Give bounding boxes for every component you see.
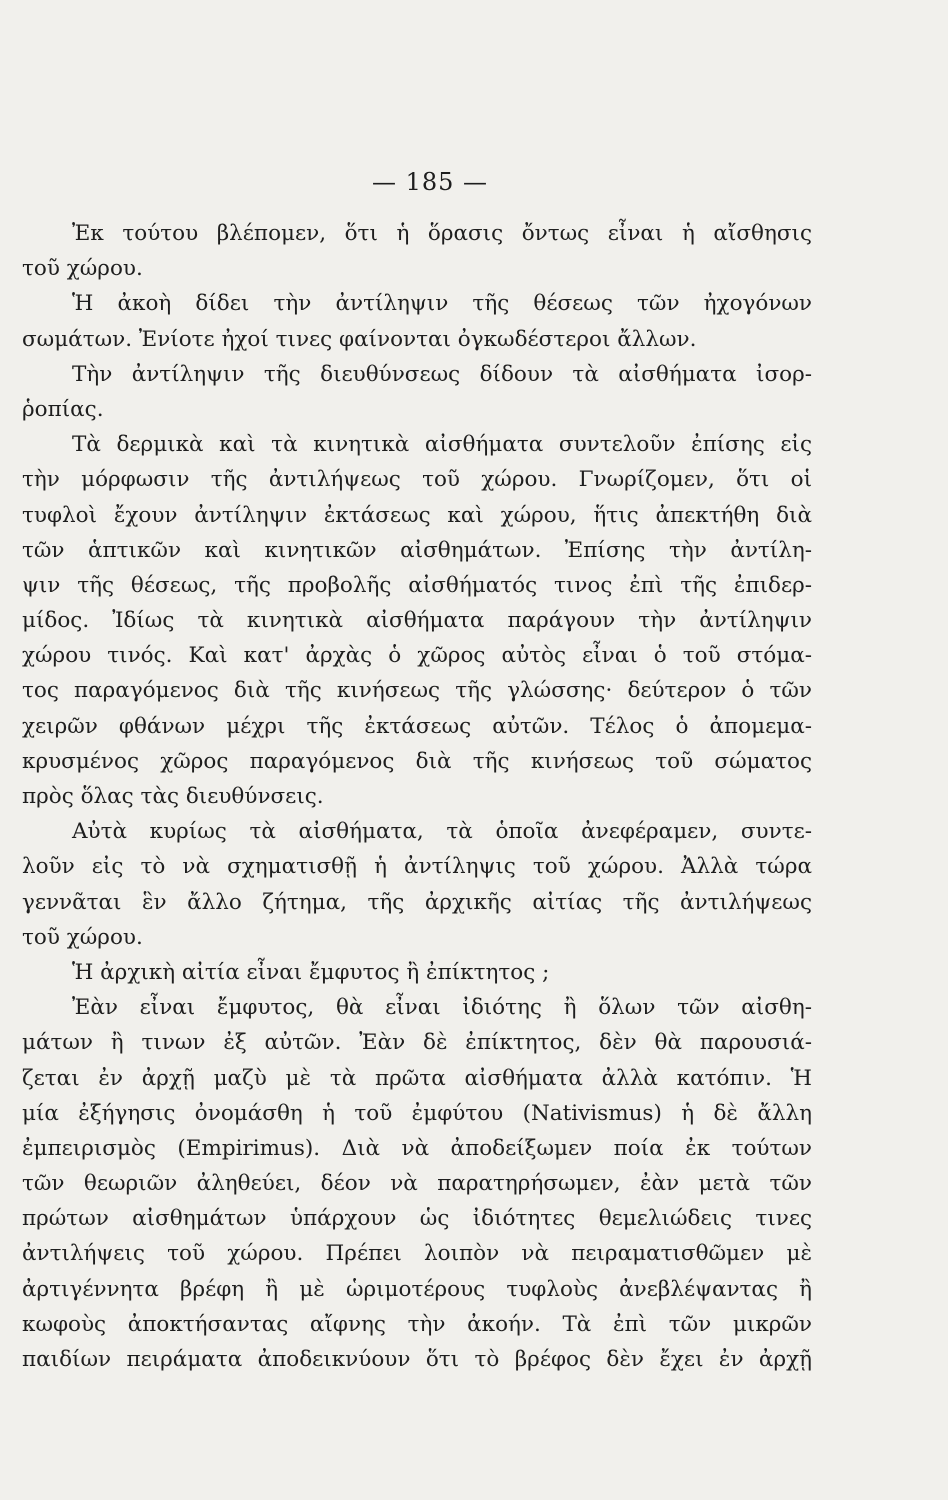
text-line: Ἐὰν εἶναι ἔμφυτος, θὰ εἶναι ἰδιότης ἢ ὅλων τῶν αἰσθη- — [72, 995, 812, 1021]
text-line: Ἡ ἀρχικὴ αἰτία εἶναι ἔμφυτος ἢ ἐπίκτητος ; — [72, 959, 550, 985]
text-line: μάτων ἢ τινων ἐξ αὐτῶν. Ἐὰν δὲ ἐπίκτητος, δὲν θὰ παρουσιά- — [22, 1030, 812, 1056]
text-line: παιδίων πειράματα ἀποδεικνύουν ὅτι τὸ βρέφος δὲν ἔχει ἐν ἀρχῇ — [22, 1347, 812, 1372]
text-line: τοῦ χώρου. — [22, 256, 143, 282]
text-line: χώρου τινός. Καὶ κατ' ἀρχὰς ὁ χῶρος αὐτὸς εἶναι ὁ τοῦ στόμα- — [22, 643, 812, 669]
text-line: κωφοὺς ἀποκτήσαντας αἴφνης τὴν ἀκοήν. Τὰ ἐπὶ τῶν μικρῶν — [22, 1311, 812, 1337]
text-line: Τὰ δερμικὰ καὶ τὰ κινητικὰ αἰσθήματα συντελοῦν ἐπίσης εἰς — [72, 432, 812, 458]
text-line: χειρῶν φθάνων μέχρι τῆς ἐκτάσεως αὐτῶν. Τέλος ὁ ἀπομεμα- — [22, 713, 812, 739]
page-text — [22, 216, 812, 1377]
text-line: ῥοπίας. — [22, 396, 104, 422]
text-line: μία ἐξήγησις ὀνομάσθη ἡ τοῦ ἐμφύτου (Nativismus) ἡ δὲ ἄλλη — [22, 1100, 812, 1126]
text-line: τὴν μόρφωσιν τῆς ἀντιλήψεως τοῦ χώρου. Γνωρίζομεν, ὅτι οἱ — [22, 467, 812, 493]
text-line: πρὸς ὅλας τὰς διευθύνσεις. — [22, 784, 324, 809]
page-number: — 185 — — [371, 168, 489, 196]
text-line: Αὐτὰ κυρίως τὰ αἰσθήματα, τὰ ὁποῖα ἀνεφέραμεν, συντε- — [72, 819, 812, 845]
text-line: τῶν ἁπτικῶν καὶ κινητικῶν αἰσθημάτων. Ἐπίσης τὴν ἀντίλη- — [22, 537, 812, 563]
text-line: Ἡ ἀκοὴ δίδει τὴν ἀντίληψιν τῆς θέσεως τῶν ἠχογόνων — [72, 291, 812, 317]
text-line: τος παραγόμενος διὰ τῆς κινήσεως τῆς γλώσσης· δεύτερον ὁ τῶν — [22, 678, 812, 704]
text-line: μίδος. Ἰδίως τὰ κινητικὰ αἰσθήματα παράγουν τὴν ἀντίληψιν — [22, 608, 812, 634]
text-line: ψιν τῆς θέσεως, τῆς προβολῆς αἰσθήματός τινος ἐπὶ τῆς ἐπιδερ- — [22, 572, 812, 598]
text-line: πρώτων αἰσθημάτων ὑπάρχουν ὡς ἰδιότητες θεμελιώδεις τινες — [22, 1206, 812, 1232]
text-line: γεννᾶται ἓν ἄλλο ζήτημα, τῆς ἀρχικῆς αἰτίας τῆς ἀντιλήψεως — [22, 889, 812, 915]
text-line: τυφλοὶ ἔχουν ἀντίληψιν ἐκτάσεως καὶ χώρου, ἥτις ἀπεκτήθη διὰ — [22, 502, 812, 528]
text-line: σωμάτων. Ἐνίοτε ἠχοί τινες φαίνονται ὀγκωδέστεροι ἄλλων. — [22, 326, 697, 352]
text-line: τῶν θεωριῶν ἀληθεύει, δέον νὰ παρατηρήσωμεν, ἐὰν μετὰ τῶν — [22, 1171, 812, 1197]
text-line: κρυσμένος χῶρος παραγόμενος διὰ τῆς κινήσεως τοῦ σώματος — [22, 748, 812, 774]
text-line: Τὴν ἀντίληψιν τῆς διευθύνσεως δίδουν τὰ αἰσθήματα ἰσορ- — [72, 361, 812, 387]
text-line: ἀντιλήψεις τοῦ χώρου. Πρέπει λοιπὸν νὰ πειραματισθῶμεν μὲ — [22, 1241, 812, 1267]
text-line: ἐμπειρισμὸς (Empirimus). Διὰ νὰ ἀποδείξωμεν ποία ἐκ τούτων — [22, 1135, 812, 1161]
text-line: ἀρτιγέννητα βρέφη ἢ μὲ ὡριμοτέρους τυφλοὺς ἀνεβλέψαντας ἢ — [22, 1276, 812, 1302]
text-line: ζεται ἐν ἀρχῇ μαζὺ μὲ τὰ πρῶτα αἰσθήματα ἀλλὰ κατόπιν. Ἡ — [22, 1065, 812, 1091]
text-line: τοῦ χώρου. — [22, 924, 143, 950]
text-line: Ἐκ τούτου βλέπομεν, ὅτι ἡ ὅρασις ὄντως εἶναι ἡ αἴσθησις — [72, 221, 812, 246]
text-line: λοῦν εἰς τὸ νὰ σχηματισθῇ ἡ ἀντίληψις τοῦ χώρου. Ἀλλὰ τώρα — [22, 854, 812, 880]
